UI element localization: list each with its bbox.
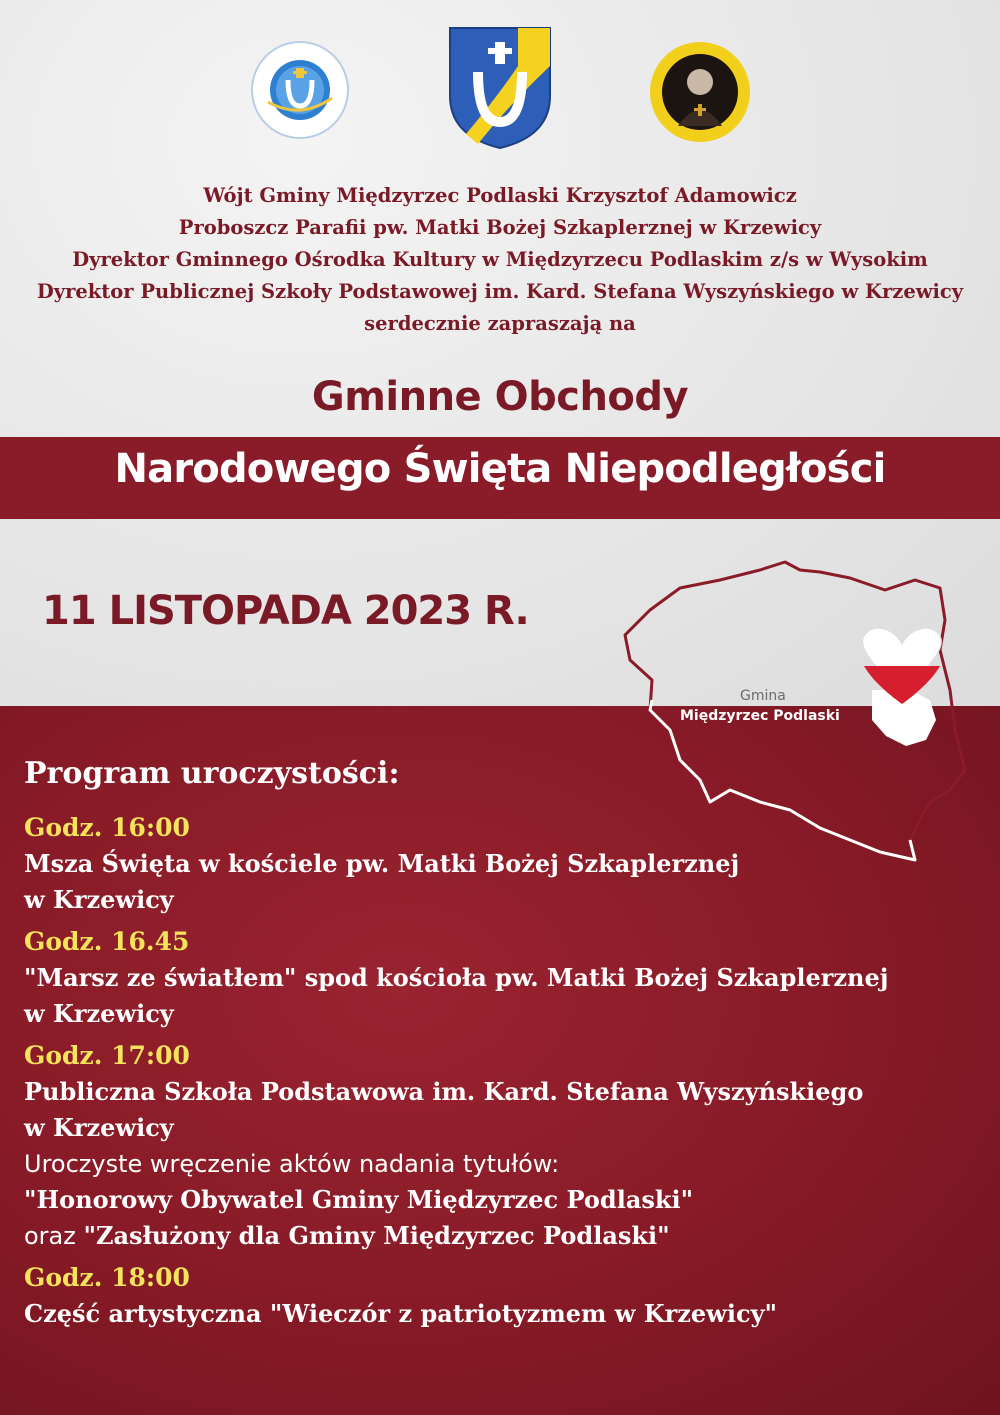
map-label-gmina: Gmina: [740, 688, 786, 704]
program-title: Program uroczystości:: [24, 756, 400, 791]
program-line: w Krzewicy: [24, 885, 174, 914]
program-extra: Uroczyste wręczenie aktów nadania tytułów:: [24, 1150, 560, 1178]
program-oraz: oraz: [24, 1222, 84, 1250]
program-hour: Godz. 16:00: [24, 813, 190, 842]
program-hour: Godz. 16.45: [24, 927, 190, 956]
organizers: [0, 180, 1000, 340]
program-item: [24, 924, 984, 1032]
program-title-a: "Honorowy Obywatel Gminy Międzyrzec Podlaski": [24, 1185, 694, 1214]
program-title-b-line: [24, 1218, 984, 1254]
program-line: w Krzewicy: [24, 1113, 174, 1142]
event-title-line1: Gminne Obchody: [311, 374, 689, 420]
organizer-line: Proboszcz Parafii pw. Matki Bożej Szkaplerznej w Krzewicy: [178, 216, 822, 239]
program-line: "Marsz ze światłem" spod kościoła pw. Matki Bożej Szkaplerznej: [24, 963, 889, 992]
program-item: [24, 1038, 984, 1254]
organizer-line: Dyrektor Publicznej Szkoły Podstawowej im. Kard. Stefana Wyszyńskiego w Krzewicy: [36, 280, 964, 303]
school-logo-icon: [648, 40, 752, 144]
program-item: [24, 1260, 984, 1332]
organizer-line: Wójt Gminy Międzyrzec Podlaski Krzysztof Adamowicz: [203, 184, 797, 207]
invite-text: serdecznie zapraszają na: [364, 312, 636, 335]
gok-logo-icon: [250, 40, 350, 140]
event-title-line2: Narodowego Święta Niepodległości: [114, 446, 886, 492]
event-date: 11 LISTOPADA 2023 R.: [42, 588, 529, 634]
map-label-name: Międzyrzec Podlaski: [680, 708, 840, 724]
organizer-line: Dyrektor Gminnego Ośrodka Kultury w Międzyrzecu Podlaskim z/s w Wysokim: [72, 248, 928, 271]
program-section: [24, 756, 984, 1338]
program-line: w Krzewicy: [24, 999, 174, 1028]
program-line: Publiczna Szkoła Podstawowa im. Kard. Stefana Wyszyńskiego: [24, 1077, 864, 1106]
program-line: Część artystyczna "Wieczór z patriotyzmem w Krzewicy": [24, 1299, 778, 1328]
program-line: Msza Święta w kościele pw. Matki Bożej Szkaplerznej: [24, 849, 740, 878]
program-item: [24, 810, 984, 918]
program-title-b: "Zasłużony dla Gminy Międzyrzec Podlaski": [83, 1221, 670, 1250]
program-hour: Godz. 17:00: [24, 1041, 190, 1070]
program-hour: Godz. 18:00: [24, 1263, 190, 1292]
coat-of-arms-icon: [448, 26, 552, 150]
